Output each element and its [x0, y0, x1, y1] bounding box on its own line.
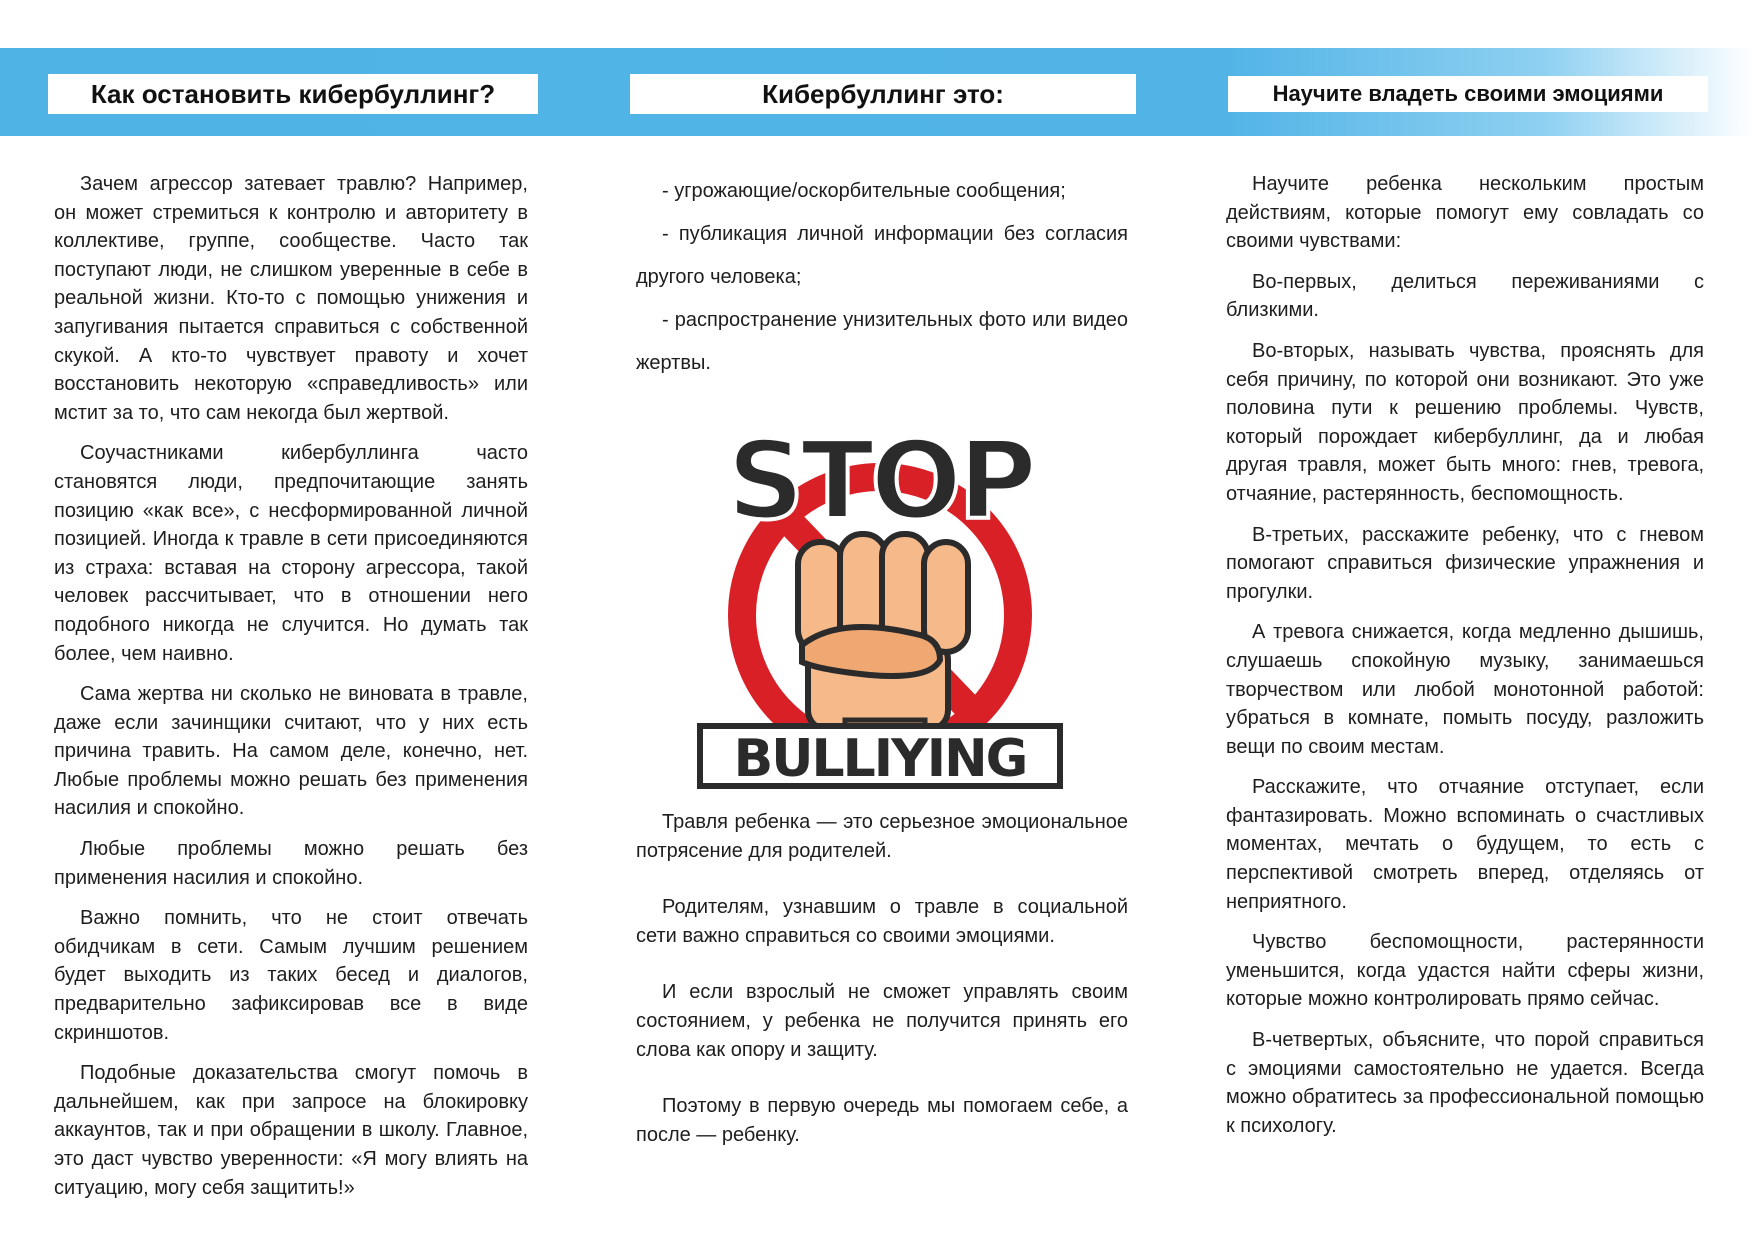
right-paragraph: Чувство беспомощности, растерянности уменьшится, когда удастся найти сферы жизни, которые можно контролировать прямо сейчас. [1226, 931, 1704, 1011]
center-paragraph: Травля ребенка — это серьезное эмоциональное потрясение для родителей. [636, 811, 1128, 862]
left-paragraph: Сама жертва ни сколько не виновата в травле, даже если зачинщики считают, что у них есть причина травить. На самом деле, конечно, нет. Любые проблемы можно решать без применения насилия и спокойно. [54, 683, 528, 820]
center-column-title: Кибербуллинг это: [630, 74, 1136, 114]
right-paragraph: Во-вторых, называть чувства, прояснять для себя причину, по которой они возникают. Это уже половина пути к решению проблемы. Чувств, который порождает кибербуллинг, да и любая другая травля, может быть много: гнев, тревога, отчаяние, растерянность, беспомощность. [1226, 339, 1704, 505]
definition-item: - публикация личной информации без согласия другого человека; [636, 223, 1128, 288]
logo-top-text: STOP [726, 430, 1034, 544]
right-paragraph: Расскажите, что отчаяние отступает, если фантазировать. Можно вспоминать о счастливых моментах, мечтать о будущем, то есть с перспективой смотреть вперед, отделяясь от неприятного. [1226, 776, 1704, 913]
logo-bottom-text: BULLIYING [733, 729, 1027, 789]
fist-icon [798, 534, 968, 738]
left-paragraph: Любые проблемы можно решать без применения насилия и спокойно. [54, 838, 528, 889]
center-paragraph: И если взрослый не сможет управлять своим состоянием, у ребенка не получится принять его слова как опору и защиту. [636, 981, 1128, 1061]
left-column [54, 170, 528, 1214]
definition-item: - распространение унизительных фото или видео жертвы. [636, 309, 1128, 374]
definition-item: - угрожающие/оскорбительные сообщения; [662, 180, 1066, 202]
center-bottom-text [636, 808, 1128, 1177]
right-paragraph: Во-первых, делиться переживаниями с близкими. [1226, 270, 1704, 322]
left-column-title: Как остановить кибербуллинг? [48, 74, 538, 114]
cyberbullying-definition-list [636, 170, 1128, 385]
center-paragraph: Поэтому в первую очередь мы помогаем себе, а после — ребенку. [636, 1095, 1128, 1146]
right-column [1226, 170, 1704, 1152]
right-paragraph: В-четвертых, объясните, что порой справиться с эмоциями самостоятельно не удается. Всегда можно обратитесь за профессиональной помощью к психологу. [1226, 1029, 1704, 1137]
left-paragraph: Соучастниками кибербуллинга часто становятся люди, предпочитающие занять позицию «как все», с несформированной личной позицией. Иногда к травле в сети присоединяются из страха: вставая на сторону агрессора, такой человек рассчитывает, что в отношении него подобного никогда не случится. Но думать так более, чем наивно. [54, 442, 528, 665]
right-column-title: Научите владеть своими эмоциями [1228, 76, 1708, 112]
left-paragraph: Зачем агрессор затевает травлю? Например, он может стремиться к контролю и авторитету в коллективе, группе, сообществе. Часто так поступают люди, не слишком уверенные в себе в реальной жизни. Кто-то с помощью унижения и запугивания пытается справиться с собственной скукой. А кто-то чувствует правоту и хочет восстановить некоторую «справедливость» или мстит за то, что сам некогда был жертвой. [54, 173, 528, 424]
left-paragraph: Подобные доказательства смогут помочь в дальнейшем, как при запросе на блокировку аккаунтов, так и при обращении в школу. Главное, это даст чувство уверенности: «Я могу влиять на ситуацию, могу себя защитить!» [54, 1062, 528, 1199]
right-paragraph: Научите ребенка нескольким простым действиям, которые помогут ему совладать со своими чувствами: [1226, 173, 1704, 253]
stop-bullying-logo [690, 430, 1070, 790]
left-paragraph: Важно помнить, что не стоит отвечать обидчикам в сети. Самым лучшим решением будет выходить из таких бесед и диалогов, предварительно зафиксировав все в виде скриншотов. [54, 907, 528, 1044]
right-paragraph: В-третьих, расскажите ребенку, что с гневом помогают справиться физические упражнения и прогулки. [1226, 523, 1704, 603]
center-paragraph: Родителям, узнавшим о травле в социальной сети важно справиться со своими эмоциями. [636, 896, 1128, 947]
right-paragraph: А тревога снижается, когда медленно дышишь, слушаешь спокойную музыку, занимаешься творчеством или любой монотонной работой: убраться в комнате, помыть посуду, разложить вещи по своим местам. [1226, 621, 1704, 758]
